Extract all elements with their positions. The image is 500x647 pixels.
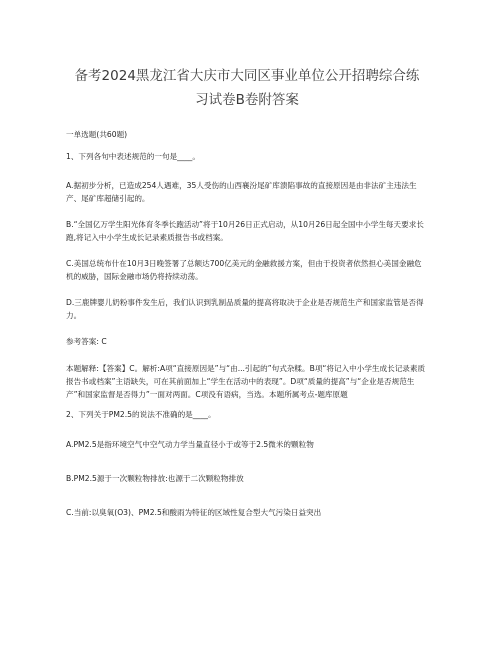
question-1-option-d: D.三鹿牌婴儿奶粉事件发生后，我们认识到乳制品质量的提高将取决于企业是否规范生产和国家监管是否得力。: [66, 298, 424, 320]
question-2-option-c: C.当前:以臭氧(O3)、PM2.5和酸雨为特征的区域性复合型大气污染日益突出: [66, 508, 322, 517]
question-1-answer: 参考答案: C: [66, 337, 107, 346]
section-header: 一单选题(共60题): [66, 130, 128, 139]
question-1-stem: 1、下列各句中表述规范的一句是____。: [66, 152, 200, 161]
question-2-option-b: B.PM2.5源于一次颗粒物排放:也源于二次颗粒物排放: [66, 474, 244, 483]
title-line-2: 习试卷B卷附答案: [195, 92, 299, 108]
question-1-option-a: A.据初步分析，已造成254人遇难，35人受伤的山西襄汾尾矿库溃陷事故的直接原因是由非法矿主违法生产、尾矿库超储引起的。: [66, 181, 417, 203]
title-line-1: 备考2024黑龙江省大庆市大同区事业单位公开招聘综合练: [74, 68, 420, 84]
question-2-option-a: A.PM2.5是指环境空气中空气动力学当量直径小于或等于2.5微米的颗粒物: [66, 440, 314, 449]
question-1-option-c: C.美国总统布什在10月3日晚签署了总额达700亿美元的金融救援方案，但由于投资者依然担心美国金融危机的威胁，国际金融市场仍将持续动荡。: [66, 259, 422, 281]
question-2-stem: 2、下列关于PM2.5的说法不准确的是____。: [66, 410, 216, 419]
question-1-analysis: 本题解释:【答案】C。解析:A项“直接原因是”与“由...引起的”句式杂糅。B项“将记入中小学生成长记录素质报告书或档案”主语缺失，可在其前面加上“学生在活动中的表现”。D项“质量的提高”与“企业是否规范生产”和国家监督是否得力”一面对两面。C项没有语病，当选。本题所属考点-题库原题: [66, 364, 426, 399]
question-1-option-b: B.“全国亿万学生阳光体育冬季长跑活动”将于10月26日正式启动，从10月26日起全国中小学生每天要求长跑,将记入中小学生成长记录素质报告书或档案。: [66, 220, 424, 242]
document-title: [66, 64, 428, 112]
